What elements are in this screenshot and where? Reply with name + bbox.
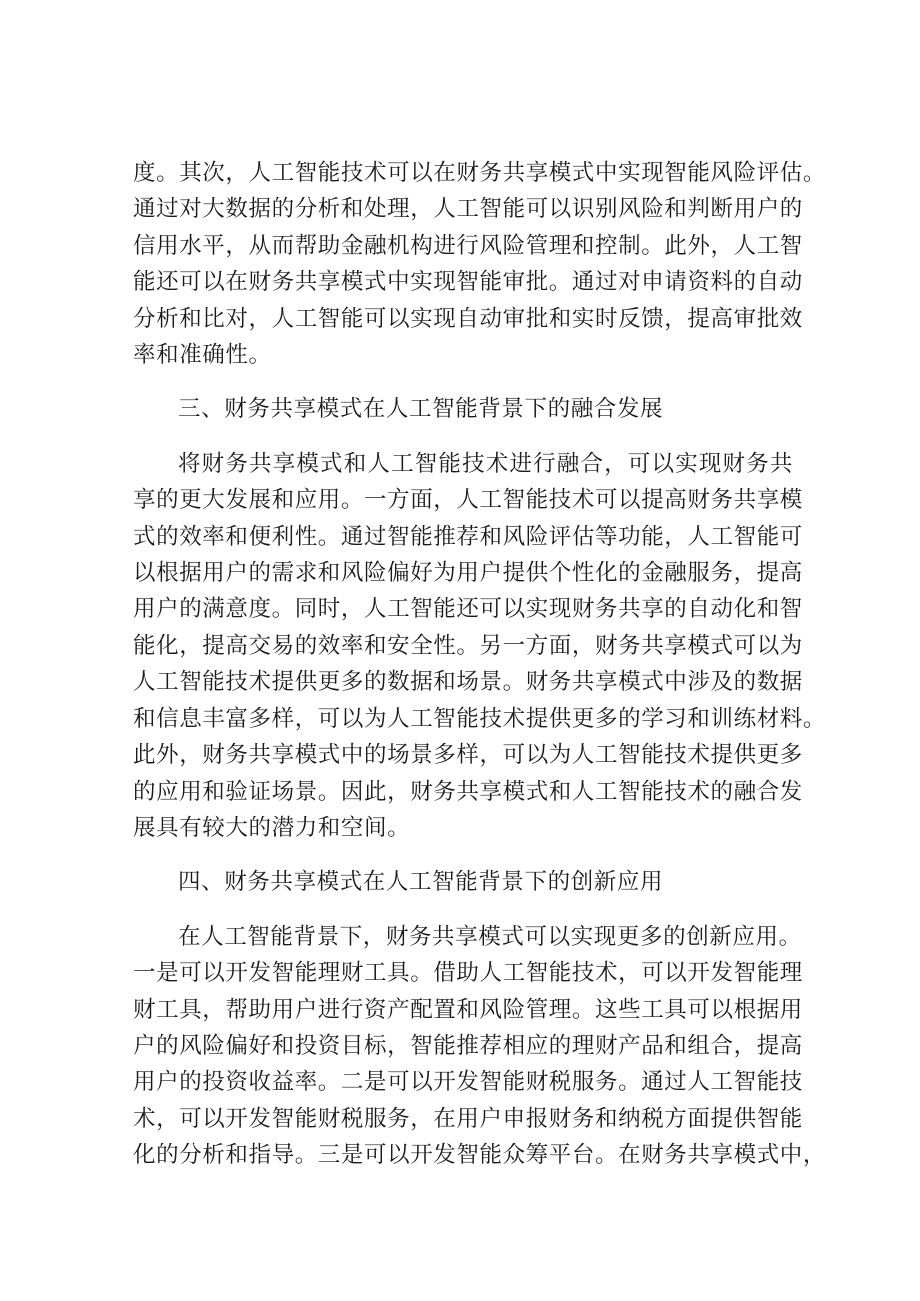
text-line: 度。其次，人工智能技术可以在财务共享模式中实现智能风险评估。 bbox=[133, 160, 827, 186]
section-heading-text: 四、财务共享模式在人工智能背景下的创新应用 bbox=[178, 869, 664, 896]
text-line: 展具有较大的潜力和空间。 bbox=[133, 814, 411, 841]
text-line: 在人工智能背景下，财务共享模式可以实现更多的创新应用。 bbox=[178, 923, 802, 950]
text-line: 分析和比对，人工智能可以实现自动审批和实时反馈，提高审批效 bbox=[133, 305, 803, 332]
text-line: 户的风险偏好和投资目标，智能推荐相应的理财产品和组合，提高 bbox=[133, 1032, 803, 1059]
text-line: 此外，财务共享模式中的场景多样，可以为人工智能技术提供更多 bbox=[133, 742, 803, 769]
text-line: 用户的满意度。同时，人工智能还可以实现财务共享的自动化和智 bbox=[133, 596, 803, 623]
paragraph-innovation bbox=[133, 919, 827, 1174]
text-line: 一是可以开发智能理财工具。借助人工智能技术，可以开发智能理 bbox=[133, 960, 803, 987]
section-heading-4 bbox=[133, 864, 793, 900]
text-line: 用户的投资收益率。二是可以开发智能财税服务。通过人工智能技 bbox=[133, 1069, 803, 1096]
text-line: 将财务共享模式和人工智能技术进行融合，可以实现财务共 bbox=[178, 450, 793, 477]
paragraph-integration bbox=[133, 446, 827, 846]
text-line: 化的分析和指导。三是可以开发智能众筹平台。在财务共享模式中， bbox=[133, 1142, 827, 1169]
text-line: 和信息丰富多样，可以为人工智能技术提供更多的学习和训练材料。 bbox=[133, 705, 827, 732]
text-line: 的应用和验证场景。因此，财务共享模式和人工智能技术的融合发 bbox=[133, 778, 803, 805]
text-line: 能还可以在财务共享模式中实现智能审批。通过对申请资料的自动 bbox=[133, 269, 803, 296]
text-line: 财工具，帮助用户进行资产配置和风险管理。这些工具可以根据用 bbox=[133, 996, 803, 1023]
section-heading-text: 三、财务共享模式在人工智能背景下的融合发展 bbox=[178, 396, 664, 423]
paragraph-continuation bbox=[133, 155, 827, 373]
section-heading-3 bbox=[133, 391, 793, 427]
text-line: 信用水平，从而帮助金融机构进行风险管理和控制。此外，人工智 bbox=[133, 232, 803, 259]
text-line: 通过对大数据的分析和处理，人工智能可以识别风险和判断用户的 bbox=[133, 196, 803, 223]
text-line: 享的更大发展和应用。一方面，人工智能技术可以提高财务共享模 bbox=[133, 487, 803, 514]
text-line: 人工智能技术提供更多的数据和场景。财务共享模式中涉及的数据 bbox=[133, 669, 803, 696]
text-line: 术，可以开发智能财税服务，在用户申报财务和纳税方面提供智能 bbox=[133, 1105, 803, 1132]
text-line: 以根据用户的需求和风险偏好为用户提供个性化的金融服务，提高 bbox=[133, 560, 803, 587]
text-line: 式的效率和便利性。通过智能推荐和风险评估等功能，人工智能可 bbox=[133, 523, 803, 550]
document-body bbox=[133, 155, 827, 1192]
text-line: 率和准确性。 bbox=[133, 342, 272, 369]
text-line: 能化，提高交易的效率和安全性。另一方面，财务共享模式可以为 bbox=[133, 632, 803, 659]
